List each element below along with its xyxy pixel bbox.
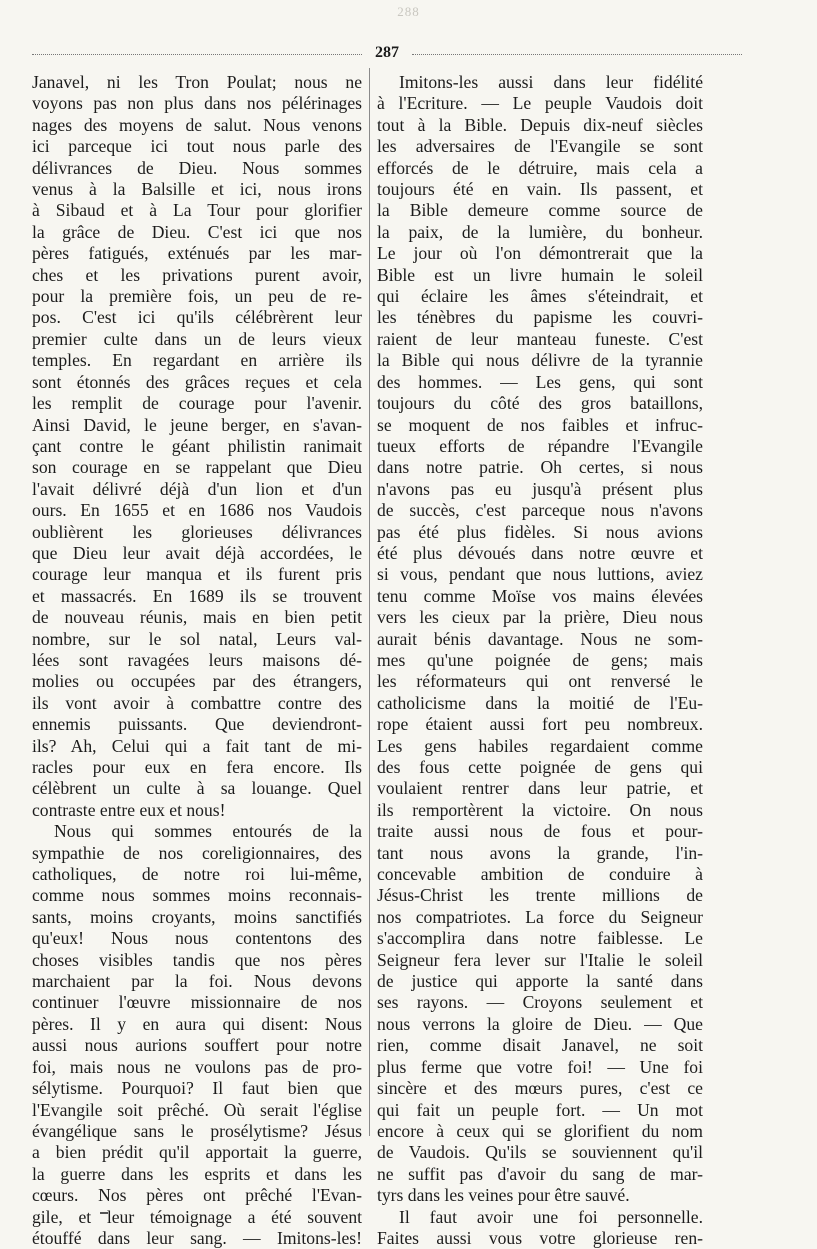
text-line: délivrances de Dieu. Nous sommes [32, 157, 362, 178]
text-line: la Bible demeure comme source de [377, 200, 703, 221]
text-line: de nouveau réunis, mais en bien petit [32, 607, 362, 628]
text-line: Imitons-les aussi dans leur fidélité [399, 72, 703, 92]
text-line: l'avait délivré déjà d'un lion et d'un [32, 478, 362, 499]
text-line: la paix, de la lumière, du bonheur. [377, 221, 703, 242]
text-line: pos. C'est ici qu'ils célébrèrent leur [32, 307, 362, 328]
text-line: ils? Ah, Celui qui a fait tant de mi- [32, 735, 362, 756]
text-line: molies ou occupées par des étrangers, [32, 671, 362, 692]
text-line: Les gens habiles regardaient comme [377, 735, 703, 756]
text-line: que Dieu leur avait déjà accordées, le [32, 542, 362, 563]
text-line: Il faut avoir une foi personnelle. [399, 1206, 703, 1227]
text-line: venus à la Balsille et ici, nous irons [32, 179, 362, 200]
text-line: foi, mais nous ne voulons pas de pro- [32, 1056, 362, 1077]
text-line: temples. En regardant en arrière ils [32, 350, 362, 371]
text-line: nages des moyens de salut. Nous venons [32, 114, 362, 135]
text-line: rope étaient aussi fort peu nombreux. [377, 714, 703, 735]
text-line: la Bible qui nous délivre de la tyrannie [377, 350, 703, 371]
page-header [32, 44, 742, 62]
text-line: çant contre le géant philistin ranimait [32, 435, 362, 456]
text-line: de Vaudois. Qu'ils se souviennent qu'il [377, 1142, 703, 1163]
text-line: sants, moins croyants, moins sanctifiés [32, 906, 362, 927]
text-line: comme nous sommes moins reconnais- [32, 885, 362, 906]
text-line: plus ferme que votre foi! — Une foi [377, 1056, 703, 1077]
right-column [377, 72, 703, 1249]
text-line: ils vont avoir à combattre contre des [32, 692, 362, 713]
text-line: les remplit de courage pour l'avenir. [32, 393, 362, 414]
text-line: ennemis puissants. Que deviendront- [32, 714, 362, 735]
text-line: nos compatriotes. La force du Seigneur [377, 906, 703, 927]
text-line: ches et les privations purent avoir, [32, 264, 362, 285]
text-line: Nous qui sommes entourés de la [54, 821, 362, 842]
text-line: si vous, pendant que nous luttions, aviez [377, 564, 703, 585]
text-line: toujours été en vain. Ils passent, et [377, 179, 703, 200]
text-line: évangélique sans le prosélytisme? Jésus [32, 1120, 362, 1141]
text-line: les ténèbres du papisme les couvri- [377, 307, 703, 328]
text-line: pas été plus fidèles. Si nous avions [377, 521, 703, 542]
left-column [32, 72, 362, 1249]
text-line: sincère et des mœurs pures, c'est ce [377, 1078, 703, 1099]
text-line: courage leur manqua et ils furent pris [32, 564, 362, 585]
text-line: et massacrés. En 1689 ils se trouvent [32, 585, 362, 606]
text-line: marchaient par la foi. Nous devons [32, 971, 362, 992]
text-line: continuer l'œuvre missionnaire de nos [32, 992, 362, 1013]
text-line: cœurs. Nos pères ont prêché l'Evan- [32, 1185, 362, 1206]
text-line: Faites aussi vous votre glorieuse ren- [377, 1227, 703, 1248]
text-line: été plus dévoués dans notre œuvre et [377, 542, 703, 563]
text-line: à l'Ecriture. — Le peuple Vaudois doit [377, 93, 703, 114]
text-line: qui fait un peuple fort. — Un mot [377, 1099, 703, 1120]
text-line: contraste entre eux et nous! [32, 799, 226, 820]
text-line: étouffé dans leur sang. — Imitons-les! [32, 1227, 362, 1248]
text-line: célèbrent un culte à sa louange. Quel [32, 778, 362, 799]
text-line: traite aussi nous de fous et pour- [377, 821, 703, 842]
text-line: concevable ambition de conduire à [377, 864, 703, 885]
text-line: dans notre patrie. Oh certes, si nous [377, 457, 703, 478]
text-line: oublièrent les glorieuses délivrances [32, 521, 362, 542]
text-line: ici parceque ici tout nous parle des [32, 136, 362, 157]
text-line: ils remportèrent la victoire. On nous [377, 799, 703, 820]
text-line: des hommes. — Les gens, qui sont [377, 371, 703, 392]
page-number: 287 [375, 44, 399, 61]
margin-mark [100, 1212, 108, 1214]
text-line: Seigneur fera lever sur l'Italie le soleil [377, 949, 703, 970]
text-line: gile, et leur témoignage a été souvent [32, 1206, 362, 1227]
text-line: n'avons pas eu jusqu'à présent plus [377, 478, 703, 499]
text-line: de succès, c'est parceque nous n'avons [377, 500, 703, 521]
text-line: Jésus-Christ les trente millions de [377, 885, 703, 906]
text-line: des fous cette poignée de gens qui [377, 757, 703, 777]
text-line: tyrs dans les veines pour être sauvé. [377, 1185, 630, 1206]
text-line: tueux efforts de répandre l'Evangile [377, 435, 703, 456]
text-line: qui éclaire les âmes s'éteindrait, et [377, 286, 703, 307]
text-line: à Sibaud et à La Tour pour glorifier [32, 200, 362, 221]
text-line: les adversaires de l'Evangile se sont [377, 136, 703, 157]
text-line: tant nous avons la grande, l'in- [377, 842, 703, 863]
text-line: les réformateurs qui ont renversé le [377, 671, 703, 692]
text-line: aussi nous aurions souffert pour notre [32, 1035, 362, 1056]
text-line: la grâce de Dieu. C'est ici que nos [32, 221, 362, 242]
text-line: ne suffit pas d'avoir du sang de mar- [377, 1163, 703, 1184]
text-line: racles pour eux en fera encore. Ils [32, 757, 362, 777]
text-line: nous verrons la gloire de Dieu. — Que [377, 1013, 703, 1034]
column-divider [369, 68, 370, 1136]
text-line: mes qu'une poignée de gens; mais [377, 649, 703, 670]
text-line: sont étonnés des grâces reçues et cela [32, 371, 362, 392]
text-line: toujours du côté des gros bataillons, [377, 393, 703, 414]
text-line: tout à la Bible. Depuis dix-neuf siècles [377, 114, 703, 135]
text-line: de justice qui apporte la santé dans [377, 971, 703, 992]
text-line: voyons pas non plus dans nos pélérinages [32, 93, 362, 114]
text-line: rien, comme disait Janavel, ne soit [377, 1035, 703, 1056]
ghost-page-number: 288 [397, 4, 420, 19]
header-rule-left [32, 54, 362, 55]
text-line: Ainsi David, le jeune berger, en s'avan- [32, 414, 362, 435]
text-line: s'accomplira dans notre faiblesse. Le [377, 928, 703, 949]
text-line: Le jour où l'on démontrerait que la [377, 243, 703, 264]
text-line: se moquent de nos faibles et infruc- [377, 414, 703, 435]
text-line: pères. Il y en aura qui disent: Nous [32, 1013, 362, 1034]
text-line: aurait bénis davantage. Nous ne som- [377, 628, 703, 649]
text-line: qu'eux! Nous nous contentons des [32, 928, 362, 949]
text-line: voulaient rentrer dans leur patrie, et [377, 778, 703, 799]
text-line: nombre, sur le sol natal, Leurs val- [32, 628, 362, 649]
text-line: choses visibles tandis que nos pères [32, 949, 362, 970]
text-line: son courage en se rappelant que Dieu [32, 457, 362, 478]
text-line: sympathie de nos coreligionnaires, des [32, 842, 362, 863]
text-line: ours. En 1655 et en 1686 nos Vaudois [32, 500, 362, 521]
text-line: lées sont ravagées leurs maisons dé- [32, 649, 362, 670]
text-line: pour la première fois, un peu de re- [32, 286, 362, 307]
text-line: catholiques, de notre roi lui-même, [32, 864, 362, 885]
text-line: premier culte dans un de leurs vieux [32, 328, 362, 349]
text-line: efforcés de le détruire, mais cela a [377, 157, 703, 178]
text-line: tenu comme Moïse vos mains élevées [377, 585, 703, 606]
text-line: pères fatigués, exténués par les mar- [32, 243, 362, 264]
text-line: a bien prédit qu'il apportait la guerre, [32, 1142, 362, 1163]
text-line: Janavel, ni les Tron Poulat; nous ne [32, 72, 362, 92]
text-line: l'Evangile soit prêché. Où serait l'église [32, 1099, 362, 1120]
text-line: catholicisme dans la moitié de l'Eu- [377, 692, 703, 713]
header-rule-right [412, 54, 742, 55]
text-line: encore à ceux qui se glorifient du nom [377, 1120, 703, 1141]
text-line: sélytisme. Pourquoi? Il faut bien que [32, 1078, 362, 1099]
text-line: vers les cieux par la prière, Dieu nous [377, 607, 703, 628]
text-line: raient de leur manteau funeste. C'est [377, 328, 703, 349]
text-line: ses rayons. — Croyons seulement et [377, 992, 703, 1013]
text-line: la guerre dans les esprits et dans les [32, 1163, 362, 1184]
text-line: Bible est un livre humain le soleil [377, 264, 703, 285]
